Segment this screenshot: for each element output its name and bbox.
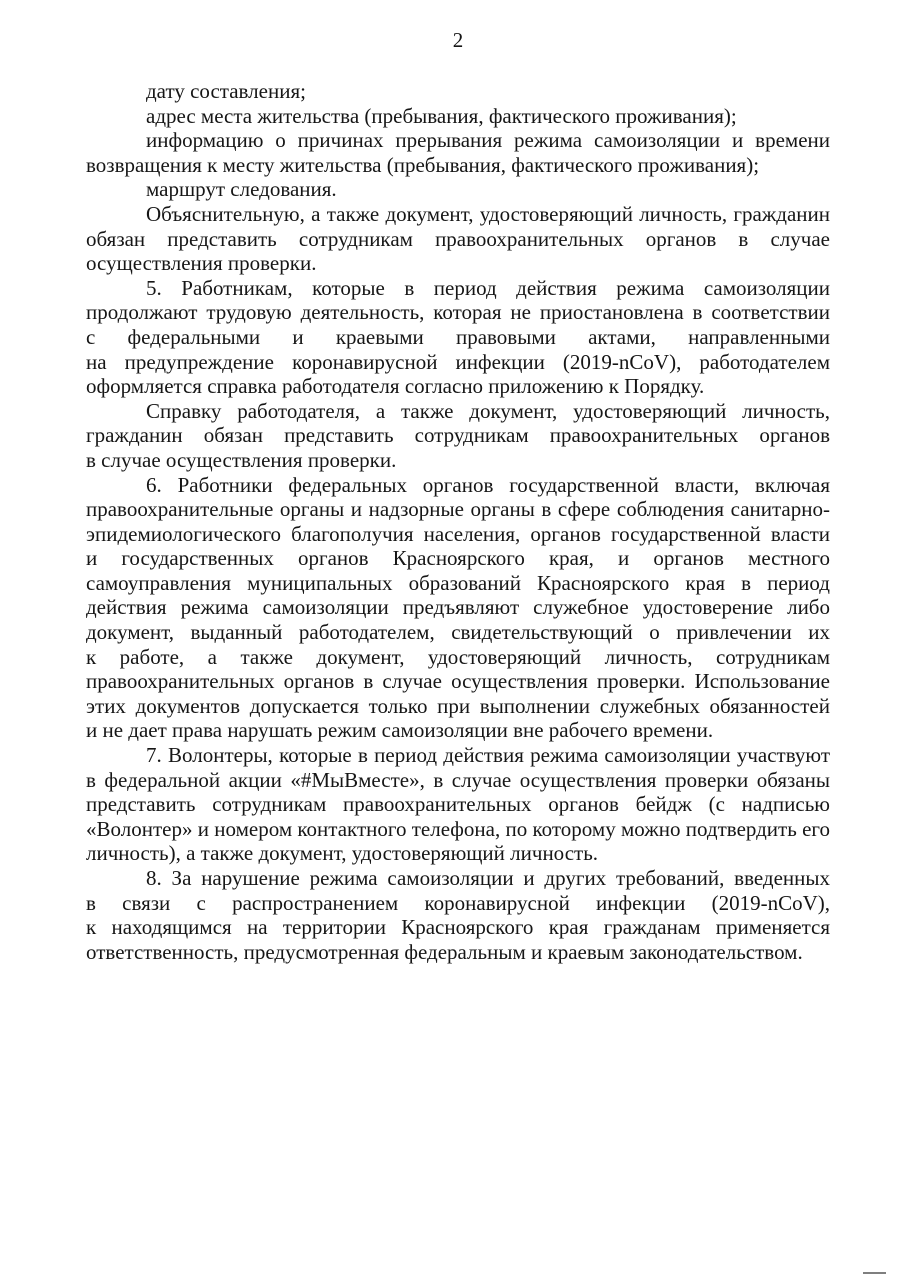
page-number: 2 [452, 28, 464, 52]
document-body [86, 79, 830, 964]
paragraph: 5. Работникам, которые в период действия режима самоизоляции продолжают трудовую деятельность, которая не приостановлена в соответствии с федеральными и краевыми правовыми актами, направленными на предупреждение коронавирусной инфекции (2019-nCoV), работодателем оформляется справка работодателя согласно приложению к Порядку. [86, 275, 830, 399]
paragraph: 7. Волонтеры, которые в период действия режима самоизоляции участвуют в федеральной акции «#МыВместе», в случае осуществления проверки обязаны представить сотрудникам правоохранительных органов бейдж (с надписью «Волонтер» и номером контактного телефона, по которому можно подтвердить его личность), а также документ, удостоверяющий личность. [86, 743, 830, 866]
paragraph: дату составления; [146, 79, 306, 103]
paragraph: Объяснительную, а также документ, удостоверяющий личность, гражданин обязан представить сотрудникам правоохранительных органов в случае осуществления проверки. [86, 201, 830, 276]
paragraph: Справку работодателя, а также документ, удостоверяющий личность, гражданин обязан представить сотрудникам правоохранительных органов в случае осуществления проверки. [86, 398, 830, 472]
paragraph: адрес места жительства (пребывания, фактического проживания); [146, 103, 737, 128]
paragraph: маршрут следования. [146, 177, 337, 202]
paragraph: информацию о причинах прерывания режима самоизоляции и времени возвращения к месту жительства (пребывания, фактического проживания); [86, 128, 830, 177]
paragraph: 8. За нарушение режима самоизоляции и других требований, введенных в связи с распространением коронавирусной инфекции (2019-nCoV), к находящимся на территории Красноярского края гражданам применяется ответственность, предусмотренная федеральным и краевым законодательством. [86, 866, 830, 964]
scan-artifact-line [863, 1272, 886, 1274]
paragraph: 6. Работники федеральных органов государственной власти, включая правоохранительные органы и надзорные органы в сфере соблюдения санитарно-эпидемиологического благополучия населения, органов государственной власти и государственных органов Красноярского края, и органов местного самоуправления муниципальных образований Красноярского края в период действия режима самоизоляции предъявляют служебное удостоверение либо документ, выданный работодателем, свидетельствующий о привлечении их к работе, а также документ, удостоверяющий личность, сотрудникам правоохранительных органов в случае осуществления проверки. Использование этих документов допускается только при выполнении служебных обязанностей и не дает права нарушать режим самоизоляции вне рабочего времени. [86, 472, 830, 743]
